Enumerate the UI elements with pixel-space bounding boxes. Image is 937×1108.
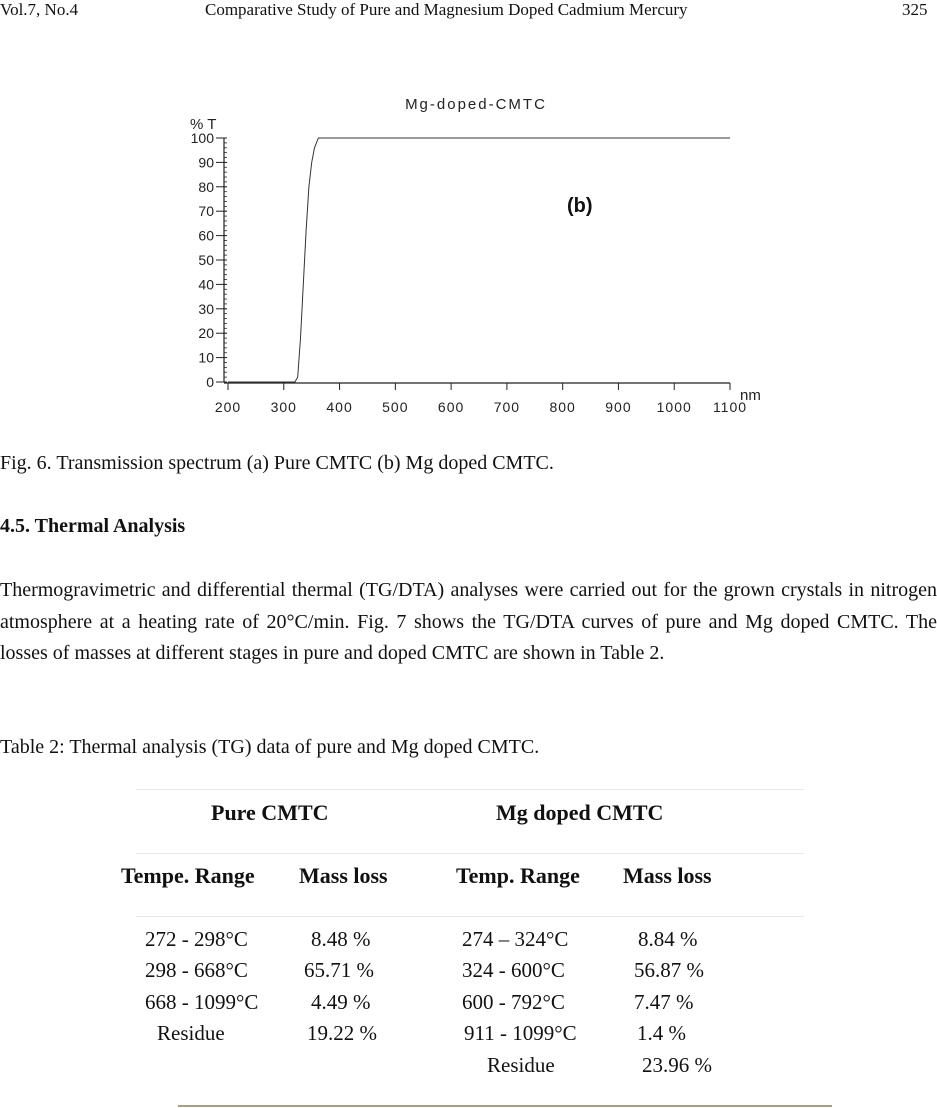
- chart-svg: [0, 85, 937, 425]
- x-tick-label: 900: [605, 399, 632, 415]
- y-tick-label: 90: [198, 154, 214, 171]
- y-tick-label: 20: [198, 325, 214, 342]
- column-header: Mass loss: [623, 863, 712, 888]
- table-bottom-rule: [178, 1105, 832, 1107]
- chart-title: Mg-doped-CMTC: [405, 96, 547, 113]
- y-tick-label: 40: [198, 276, 214, 293]
- x-tick-label: 800: [549, 399, 576, 415]
- table-cell: 56.87 %: [634, 958, 704, 982]
- table-cell: 274 – 324°C: [462, 927, 569, 951]
- table-cell: 7.47 %: [634, 990, 694, 1014]
- table-rule: [136, 853, 804, 854]
- x-tick-label: 700: [493, 399, 521, 415]
- table-cell: 19.22 %: [307, 1021, 377, 1045]
- table-cell: 600 - 792°C: [462, 990, 565, 1014]
- table-cell: 324 - 600°C: [462, 958, 565, 982]
- section-heading: 4.5. Thermal Analysis: [0, 515, 186, 537]
- table-cell: Residue: [157, 1021, 225, 1045]
- group-header-doped: Mg doped CMTC: [496, 800, 664, 825]
- table-cell: 911 - 1099°C: [464, 1021, 577, 1045]
- y-tick-label: 80: [198, 178, 214, 195]
- x-tick-label: 300: [270, 399, 297, 415]
- column-header: Mass loss: [299, 863, 388, 888]
- table-cell: 8.48 %: [311, 927, 371, 951]
- x-tick-label: 1100: [712, 399, 748, 415]
- column-header: Temp. Range: [456, 863, 580, 888]
- table-cell: 8.84 %: [638, 927, 698, 951]
- table-cell: 1.4 %: [637, 1021, 686, 1045]
- series-line: [228, 138, 730, 382]
- table-cell: 668 - 1099°C: [145, 990, 259, 1014]
- table-rule: [136, 916, 804, 917]
- table-cell: 4.49 %: [311, 990, 371, 1014]
- panel-label: (b): [567, 195, 593, 217]
- table-rule: [136, 789, 804, 790]
- y-tick-label: 100: [190, 130, 214, 146]
- x-tick-label: 400: [326, 399, 353, 415]
- y-tick-label: 50: [198, 252, 214, 268]
- table-cell: 23.96 %: [642, 1053, 712, 1077]
- y-tick-label: 0: [206, 374, 214, 390]
- table-caption: Table 2: Thermal analysis (TG) data of pure and Mg doped CMTC.: [0, 736, 540, 758]
- table-cell: Residue: [487, 1053, 555, 1077]
- running-title: Comparative Study of Pure and Magnesium Doped Cadmium Mercury: [205, 0, 688, 19]
- x-tick-label: 200: [214, 399, 242, 415]
- figure-caption: Fig. 6. Transmission spectrum (a) Pure CMTC (b) Mg doped CMTC.: [0, 452, 554, 474]
- x-tick-label: 1000: [656, 399, 692, 415]
- x-tick-label: 500: [382, 399, 409, 415]
- body-paragraph: [0, 575, 937, 670]
- y-tick-label: 30: [198, 300, 214, 317]
- table-cell: 65.71 %: [304, 958, 374, 982]
- table-cell: 272 - 298°C: [145, 927, 248, 951]
- running-header: [0, 0, 937, 22]
- page-number: 325: [902, 0, 928, 19]
- transmission-chart: [0, 85, 937, 425]
- y-tick-label: 10: [198, 349, 214, 366]
- paragraph-text: Thermogravimetric and differential thermal (TG/DTA) analyses were carried out for the grown crystals in nitrogen atmosphere at a heating rate of 20°C/min. Fig. 7 shows the TG/DTA curves of pure and Mg doped CMTC. The losses of masses at different stages in pure and doped CMTC are shown in Table 2.: [0, 579, 937, 664]
- x-axis-label: nm: [740, 387, 761, 404]
- x-tick-label: 600: [437, 399, 465, 415]
- group-header-pure: Pure CMTC: [211, 800, 329, 825]
- column-header: Tempe. Range: [121, 863, 255, 888]
- y-axis-label: % T: [190, 116, 217, 133]
- y-tick-label: 60: [198, 227, 214, 244]
- y-tick-label: 70: [198, 203, 214, 220]
- table-cell: 298 - 668°C: [145, 958, 248, 982]
- journal-volume: Vol.7, No.4: [0, 0, 79, 19]
